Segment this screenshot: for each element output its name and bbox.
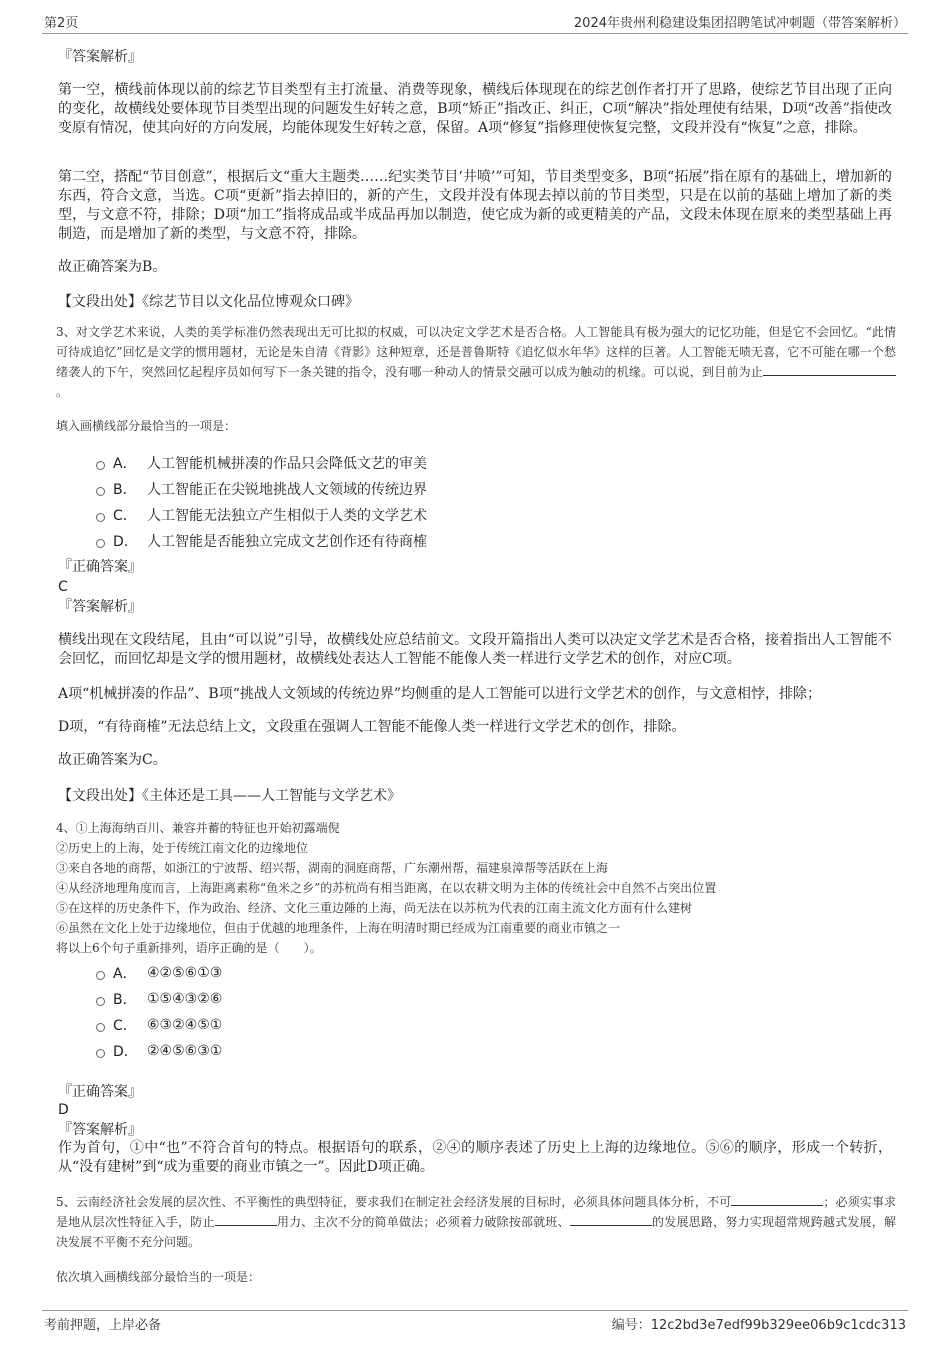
stem-end: 。 [56,385,69,399]
question-stem-text: 3、对文学艺术来说，人类的美学标准仍然表现出无可比拟的权威，可以决定文学艺术是否合格。人工智能具有极为强大的记忆功能，但是它不会回忆。“此情可待成追忆”回忆是文学的惯用题材，无论是朱自清《背影》这种短章，还是普鲁斯特《追忆似水年华》这样的巨著。人工智能无啧无喜，它不可能在哪一个愁绪袭人的下午，突然回忆起程序员如何写下一条关键的指令，没有哪一种动人的情景交融可以成为触动的机缘。可以说，到目前为止 [56,325,896,379]
option-text: ⑥③②④⑤① [147,1017,223,1033]
question-line: ⑥虽然在文化上处于边缘地位，但由于优越的地理条件，上海在明清时期已经成为江南重要的商业市镇之一 [56,921,621,935]
radio-icon[interactable] [96,971,105,980]
question-line: ④从经济地理角度而言，上海距离素称“鱼米之乡”的苏杭尚有相当距离，在以农耕文明为主体的传统社会中自然不占突出位置 [56,881,717,895]
page-number: 第2页 [44,16,79,31]
question-line: ②历史上的上海，处于传统江南文化的边缘地位 [56,841,309,855]
code-label: 编号： [611,1318,651,1333]
option-label: D． [113,534,138,550]
correct-answer-label: 『正确答案』 [58,559,142,575]
question-instruction: 依次填入画横线部分最恰当的一项是： [56,1270,261,1284]
document-title: 2024年贵州利稳建设集团招聘笔试冲刺题（带答案解析） [573,16,906,31]
radio-icon[interactable] [96,487,105,496]
option-label: C． [113,1018,137,1034]
option-text: ①⑤④③②⑥ [147,991,223,1007]
option-text: 人工智能机械拼凑的作品只会降低文艺的审美 [147,456,427,472]
option-label: C． [113,508,137,524]
question-stem-text: 5、云南经济社会发展的层次性、不平衡性的典型特征，要求我们在制定社会经济发展的目标时，必须具体问题具体分析，不可 [56,1195,732,1209]
option-d[interactable] [96,1041,222,1061]
correct-answer: D [58,1102,69,1118]
radio-icon[interactable] [96,997,105,1006]
option-text: 人工智能正在尖锐地挑战人文领域的传统边界 [147,482,427,498]
fill-blank [763,363,896,376]
question-instruction: 将以上6个句子重新排列，语序正确的是（ ）。 [56,941,322,955]
analysis-paragraph: 第二空，搭配“节目创意”，根据后文“重大主题类……纪实类节目‘井喷’”可知，节目类型变多，B项“拓展”指在原有的基础上，增加新的东西，符合文意，当选。C项“更新”指去掉旧的，新的产生，文段并没有体现去掉以前的节目类型，只是在以前的基础上增加了新的类型，与文意不符，排除；D项“加工”指将成品或半成品再加以制造，使它成为新的或更精美的产品，文段未体现在原来的类型基础上再制造，而是增加了新的类型，与文意不符，排除。 [58,169,892,242]
footer-rule [42,1310,908,1311]
option-label: D． [113,1044,138,1060]
option-label: A． [113,456,137,472]
answer-conclusion: 故正确答案为B。 [58,259,167,275]
passage-source: 【文段出处】《综艺节目以文化品位博观众口碑》 [58,294,359,310]
option-a[interactable] [96,963,222,983]
fill-blank [731,1193,823,1206]
correct-answer: C [58,579,68,595]
document-code [612,1314,906,1333]
analysis-paragraph: A项“机械拼凑的作品”、B项“挑战人文领域的传统边界”均侧重的是人工智能可以进行文学艺术的创作，与文意相悖，排除； [58,686,822,702]
option-label: B． [113,992,137,1008]
header-rule [42,33,908,34]
analysis-paragraph: 作为首句，①中“也”不符合首句的特点。根据语句的联系，②④的顺序表述了历史上上海的边缘地位。⑤⑥的顺序，形成一个转折，从“没有建树”到“成为重要的商业市镇之一”。因此D项正确。 [58,1140,892,1175]
question-line: 4、①上海海纳百川、兼容并蓄的特征也开始初露端倪 [56,821,340,835]
question-line: ③来自各地的商帮，如浙江的宁波帮、绍兴帮，湖南的洞庭商帮，广东潮州帮，福建泉漳帮等活跃在上海 [56,861,609,875]
option-text: 人工智能是否能独立完成文艺创作还有待商榷 [147,534,427,550]
radio-icon[interactable] [96,539,105,548]
option-label: A． [113,966,137,982]
radio-icon[interactable] [96,1023,105,1032]
analysis-label: 『答案解析』 [58,599,142,615]
option-text: 人工智能无法独立产生相似于人类的文学艺术 [147,508,427,524]
analysis-paragraph: 第一空，横线前体现以前的综艺节目类型有主打流量、消费等现象，横线后体现现在的综艺创作者打开了思路，使综艺节目出现了正向的变化，故横线处要体现节目类型出现的问题发生好转之意，B项“矫正”指改正、纠正，C项“解决”指处理使有结果，D项“改善”指使改变原有情况，使其向好的方向发展，均能体现发生好转之意，保留。A项“修复”指修理使恢复完整，文段并没有“恢复”之意，排除。 [58,82,892,136]
analysis-paragraph: D项，“有待商榷”无法总结上文，文段重在强调人工智能不能像人类一样进行文学艺术的创作，排除。 [58,719,686,735]
option-c[interactable] [96,505,427,525]
analysis-paragraph: 横线出现在文段结尾，且由“可以说”引导，故横线处应总结前文。文段开篇指出人类可以决定文学艺术是否合格，接着指出人工智能不会回忆，而回忆却是文学的惯用题材，故横线处表达人工智能不能像人类一样进行文学艺术的创作，对应C项。 [58,632,892,667]
option-b[interactable] [96,989,222,1009]
fill-blank [215,1213,277,1226]
code-value: 12c2bd3e7edf99b329ee06b9c1cdc313 [650,1318,906,1333]
analysis-label: 『答案解析』 [58,1122,142,1138]
radio-icon[interactable] [96,513,105,522]
option-label: B． [113,482,137,498]
option-text: ②④⑤⑥③① [147,1043,223,1059]
option-text: ④②⑤⑥①③ [147,965,223,981]
question-line: ⑤在这样的历史条件下，作为政治、经济、文化三重边陲的上海，尚无法在以苏杭为代表的江南主流文化方面有什么建树 [56,901,693,915]
question-stem-text: ；必须实事求是地从层次性特征入手，防止 [56,1195,896,1229]
footer-slogan: 考前押题，上岸必备 [44,1318,162,1333]
question-stem-text: 用力、主次不分的简单做法；必须着力破除按部就班、 [276,1215,570,1229]
passage-source: 【文段出处】《主体还是工具——人工智能与文学艺术》 [58,788,401,804]
radio-icon[interactable] [96,1049,105,1058]
fill-blank [570,1213,652,1226]
option-d[interactable] [96,531,427,551]
answer-conclusion: 故正确答案为C。 [58,752,167,768]
option-b[interactable] [96,479,427,499]
radio-icon[interactable] [96,461,105,470]
question-stem [56,1192,896,1252]
question-stem-text: 的发展思路，努力实现超常规跨越式发展，解决发展不平衡不充分问题。 [56,1215,896,1249]
question-stem [56,322,896,402]
option-c[interactable] [96,1015,222,1035]
question-instruction: 填入画横线部分最恰当的一项是： [56,419,237,433]
correct-answer-label: 『正确答案』 [58,1084,142,1100]
option-a[interactable] [96,453,427,473]
analysis-label: 『答案解析』 [58,49,142,65]
